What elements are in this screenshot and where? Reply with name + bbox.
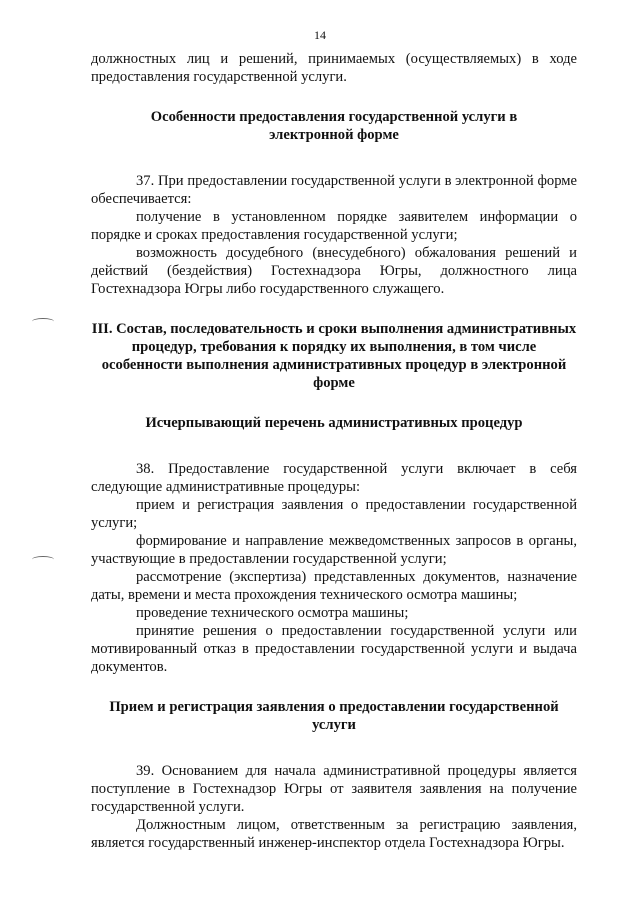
paragraph-39: 39. Основанием для начала административной процедуры является поступление в Гостехнадзор Югры от заявителя заявления на получение государственной услуги. [91, 763, 577, 815]
paragraph-37-item: возможность досудебного (внесудебного) обжалования решений и действий (бездействия) Гостехнадзора Югры, должностного лица Гостехнадзора Югры либо государственного служащего. [91, 245, 577, 297]
margin-mark [32, 556, 54, 563]
page-number: 14 [314, 28, 326, 42]
procedure-item: проведение технического осмотра машины; [136, 605, 409, 621]
paragraph-38-lead: 38. Предоставление государственной услуги включает в себя следующие административные процедуры: [91, 461, 577, 495]
margin-mark [32, 318, 54, 325]
procedure-item: прием и регистрация заявления о предоставлении государственной услуги; [91, 497, 577, 531]
procedures-list-heading: Исчерпывающий перечень административных процедур [145, 415, 523, 431]
intro-paragraph: должностных лиц и решений, принимаемых (осуществляемых) в ходе предоставления государственной услуги. [91, 51, 577, 85]
paragraph-37-lead: 37. При предоставлении государственной услуги в электронной форме обеспечивается: [91, 173, 577, 207]
reception-heading: Прием и регистрация заявления о предоставлении государственной услуги [109, 699, 559, 733]
paragraph-39-responsible: Должностным лицом, ответственным за регистрацию заявления, является государственный инженер-инспектор отдела Гостехнадзора Югры. [91, 817, 577, 851]
procedure-item: рассмотрение (экспертиза) представленных документов, назначение даты, времени и места прохождения технического осмотра машины; [91, 569, 577, 603]
document-body [91, 50, 577, 852]
procedure-item: принятие решения о предоставлении государственной услуги или мотивированный отказ в предоставлении государственной услуги и выдача документов. [91, 623, 577, 675]
section-heading-electronic: Особенности предоставления государственной услуги в электронной форме [150, 109, 518, 143]
chapter-3-heading: III. Состав, последовательность и сроки выполнения административных процедур, требования к порядку их выполнения, в том числе особенности выполнения административных процедур в электронной форме [91, 321, 577, 391]
paragraph-37-item: получение в установленном порядке заявителем информации о порядке и сроках предоставления государственной услуги; [91, 209, 577, 243]
procedure-item: формирование и направление межведомственных запросов в органы, участвующие в предоставлении государственной услуги; [91, 533, 577, 567]
